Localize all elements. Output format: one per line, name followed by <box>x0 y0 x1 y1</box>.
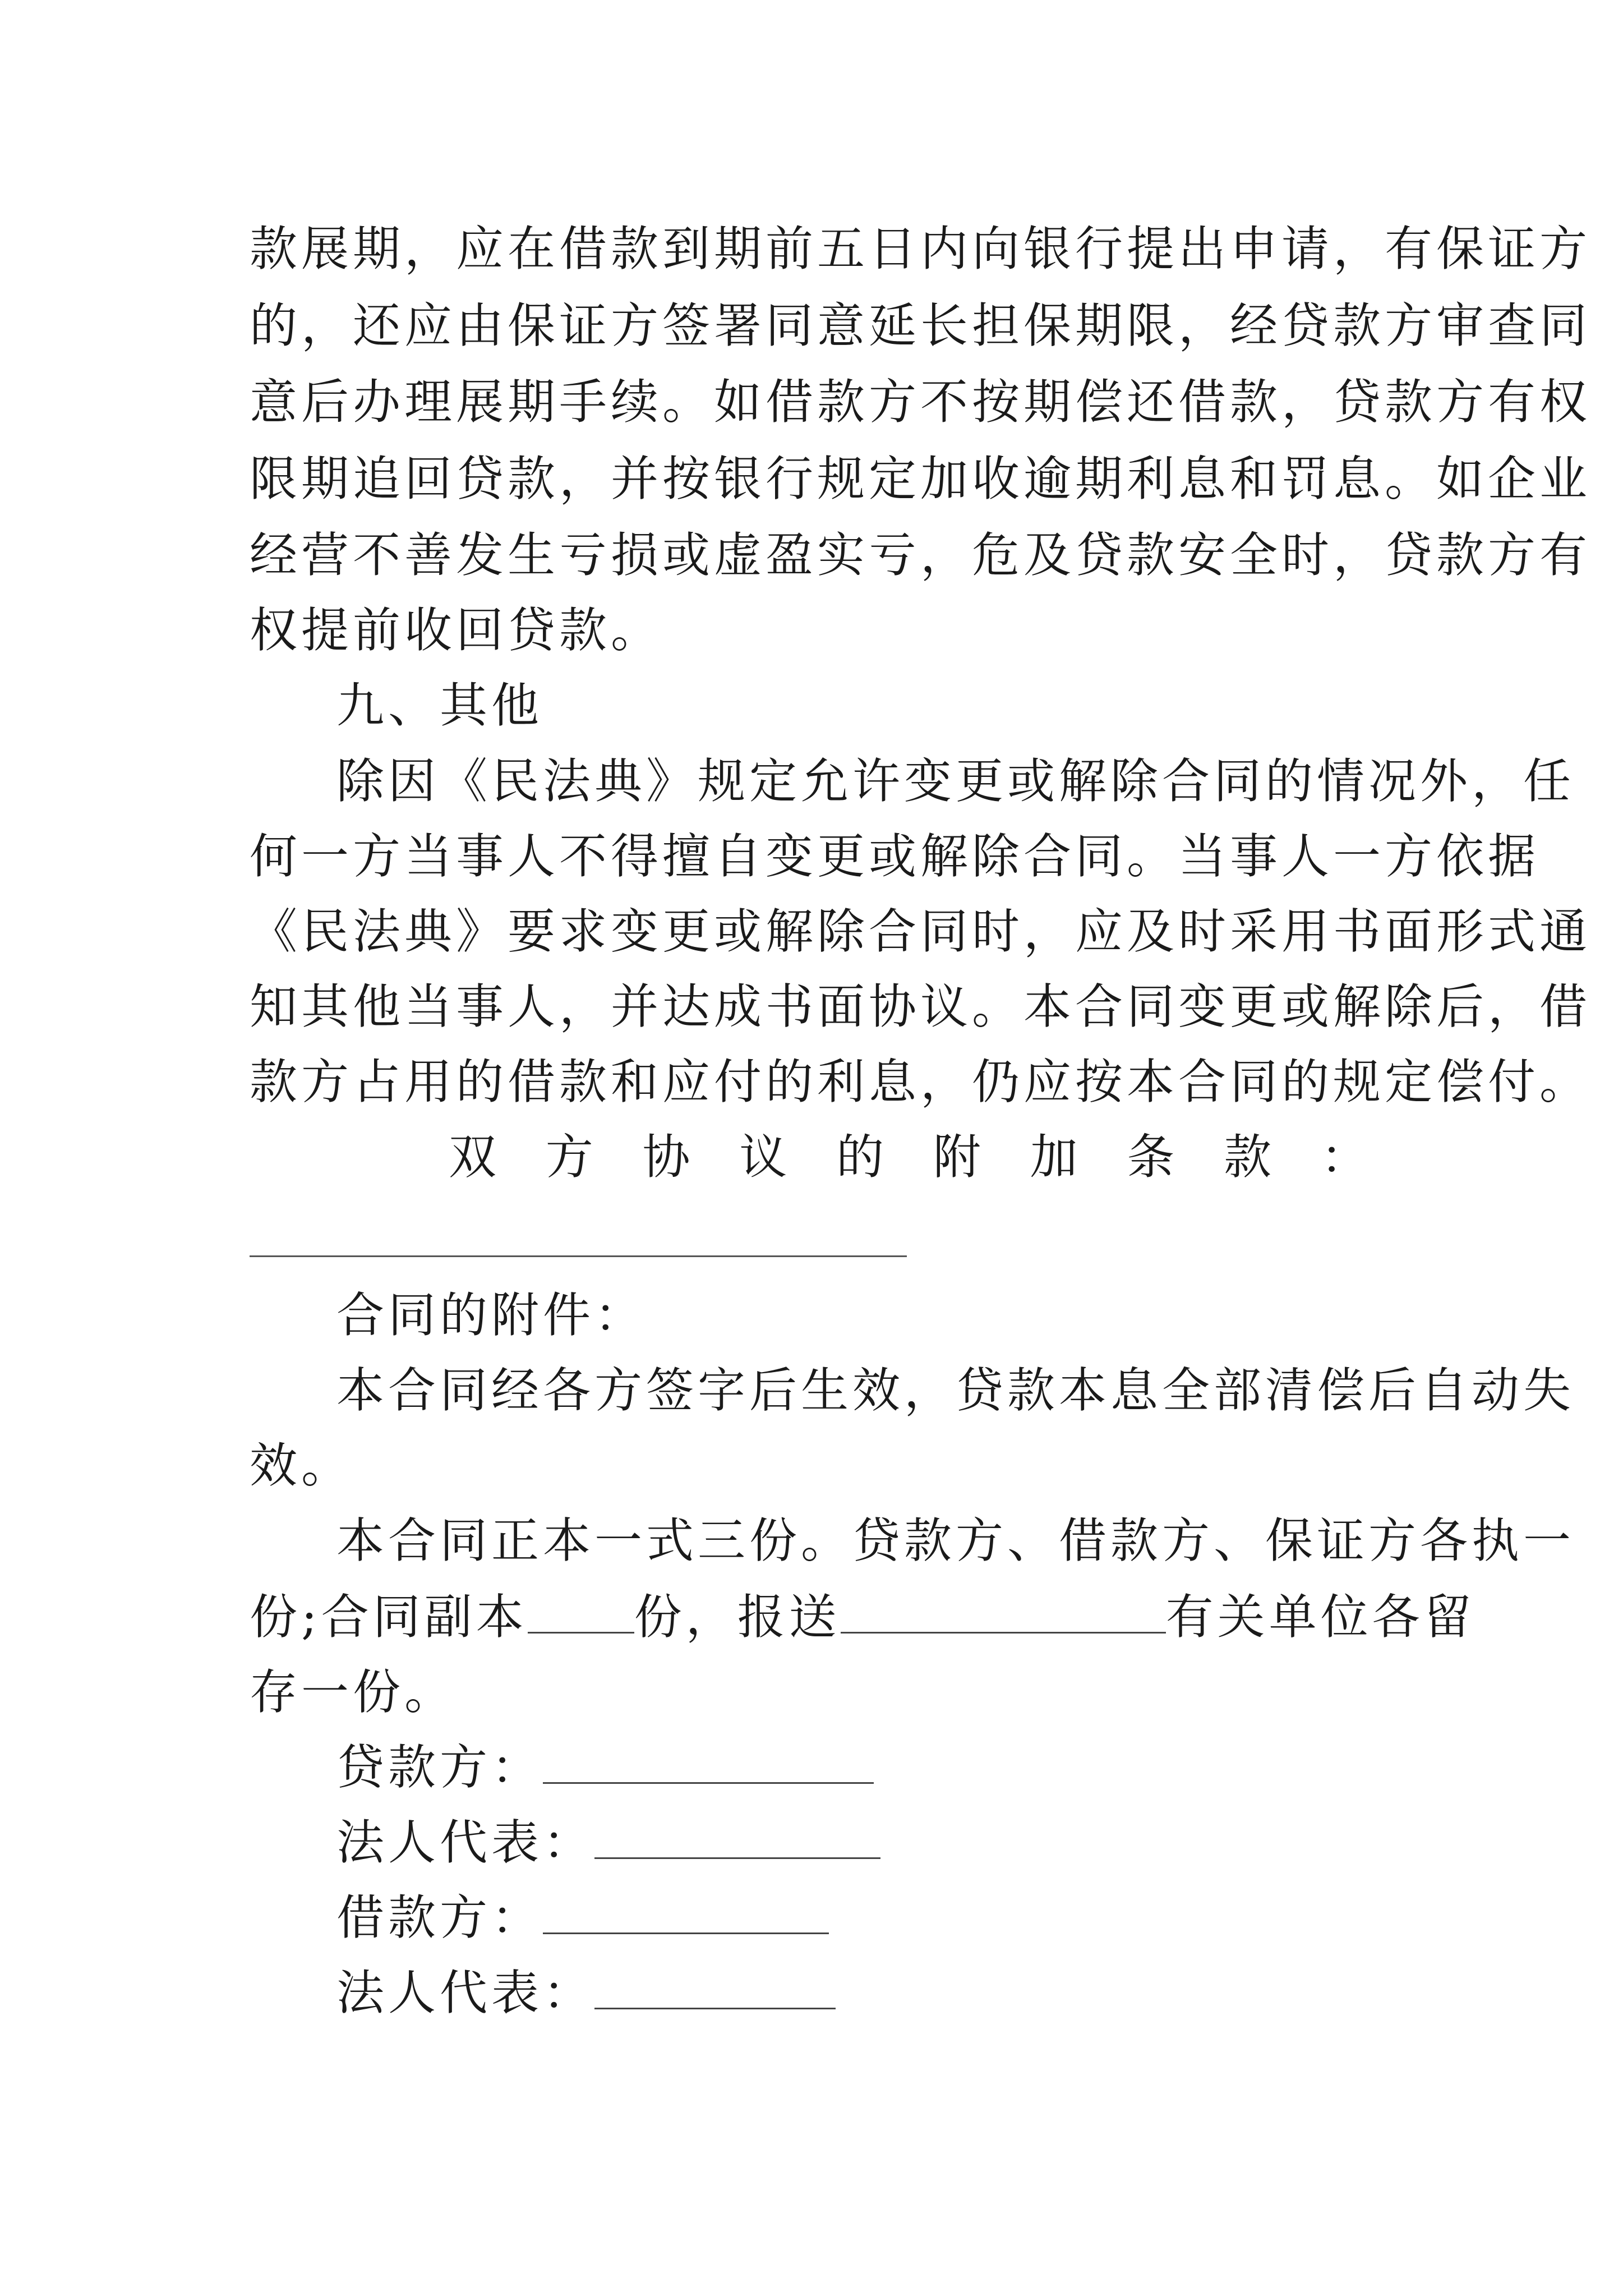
attachments-label: 合同的附件： <box>336 1288 647 1343</box>
paragraph-line: 效。 <box>250 1438 353 1494</box>
recipient-blank <box>841 1593 1166 1634</box>
borrower-label: 借款方： <box>336 1890 543 1946</box>
additional-terms-char: 议 <box>739 1130 787 1185</box>
lender-rep-blank <box>594 1818 880 1859</box>
additional-terms-char: 条 <box>1127 1130 1175 1185</box>
lender-rep-signature-line <box>336 1815 1475 1871</box>
borrower-rep-signature-line <box>336 1966 1475 2022</box>
borrower-rep-label: 法人代表： <box>336 1966 595 2021</box>
additional-terms-char: 附 <box>933 1130 981 1185</box>
additional-terms-char: ： <box>1320 1130 1368 1185</box>
additional-terms-heading <box>449 1130 1368 1186</box>
additional-terms-char: 款 <box>1224 1130 1272 1185</box>
paragraph-line: 款展期，应在借款到期前五日内向银行提出申请，有保证方 <box>250 222 1592 277</box>
additional-terms-blank-line <box>250 1255 907 1257</box>
copies-line <box>250 1590 1476 1646</box>
borrower-signature-line <box>336 1890 1475 1947</box>
paragraph-line: 何一方当事人不得擅自变更或解除合同。当事人一方依据 <box>250 829 1540 885</box>
additional-terms-char: 协 <box>642 1130 690 1185</box>
paragraph-line: 除因《民法典》规定允许变更或解除合同的情况外，任 <box>336 754 1575 809</box>
additional-terms-char: 方 <box>545 1130 593 1185</box>
paragraph-line: 权提前收回贷款。 <box>250 603 663 659</box>
paragraph-line: 款方占用的借款和应付的利息，仍应按本合同的规定偿付。 <box>250 1055 1592 1110</box>
paragraph-line: 本合同经各方签字后生效，贷款本息全部清偿后自动失 <box>336 1363 1575 1419</box>
paragraph-line: 限期追回贷款，并按银行规定加收逾期利息和罚息。如企业 <box>250 452 1592 507</box>
borrower-rep-blank <box>594 1968 836 2009</box>
additional-terms-char: 双 <box>449 1130 497 1185</box>
additional-terms-char: 的 <box>836 1130 884 1185</box>
lender-signature-line <box>336 1740 1475 1796</box>
additional-terms-char: 加 <box>1030 1130 1078 1185</box>
lender-rep-label: 法人代表： <box>336 1815 595 1871</box>
lender-blank <box>543 1743 874 1784</box>
section-heading: 九、其他 <box>336 678 543 734</box>
paragraph-line: 知其他当事人，并达成书面协议。本合同变更或解除后，借 <box>250 979 1592 1035</box>
paragraph-line: 《民法典》要求变更或解除合同时，应及时采用书面形式通 <box>250 904 1592 960</box>
copies-text: 有关单位各留 <box>1165 1590 1476 1645</box>
borrower-blank <box>543 1893 829 1934</box>
copies-text: 份;合同副本 <box>250 1590 528 1645</box>
copies-count-blank <box>528 1593 634 1634</box>
paragraph-line: 的，还应由保证方签署同意延长担保期限，经贷款方审查同 <box>250 298 1592 354</box>
paragraph-line: 经营不善发生亏损或虚盈实亏，危及贷款安全时，贷款方有 <box>250 528 1592 583</box>
paragraph-line: 存一份。 <box>250 1665 457 1720</box>
paragraph-line: 意后办理展期手续。如借款方不按期偿还借款，贷款方有权 <box>250 375 1592 430</box>
copies-text: 份，报送 <box>634 1590 841 1645</box>
paragraph-line: 本合同正本一式三份。贷款方、借款方、保证方各执一 <box>336 1513 1575 1569</box>
lender-label: 贷款方： <box>336 1740 543 1796</box>
